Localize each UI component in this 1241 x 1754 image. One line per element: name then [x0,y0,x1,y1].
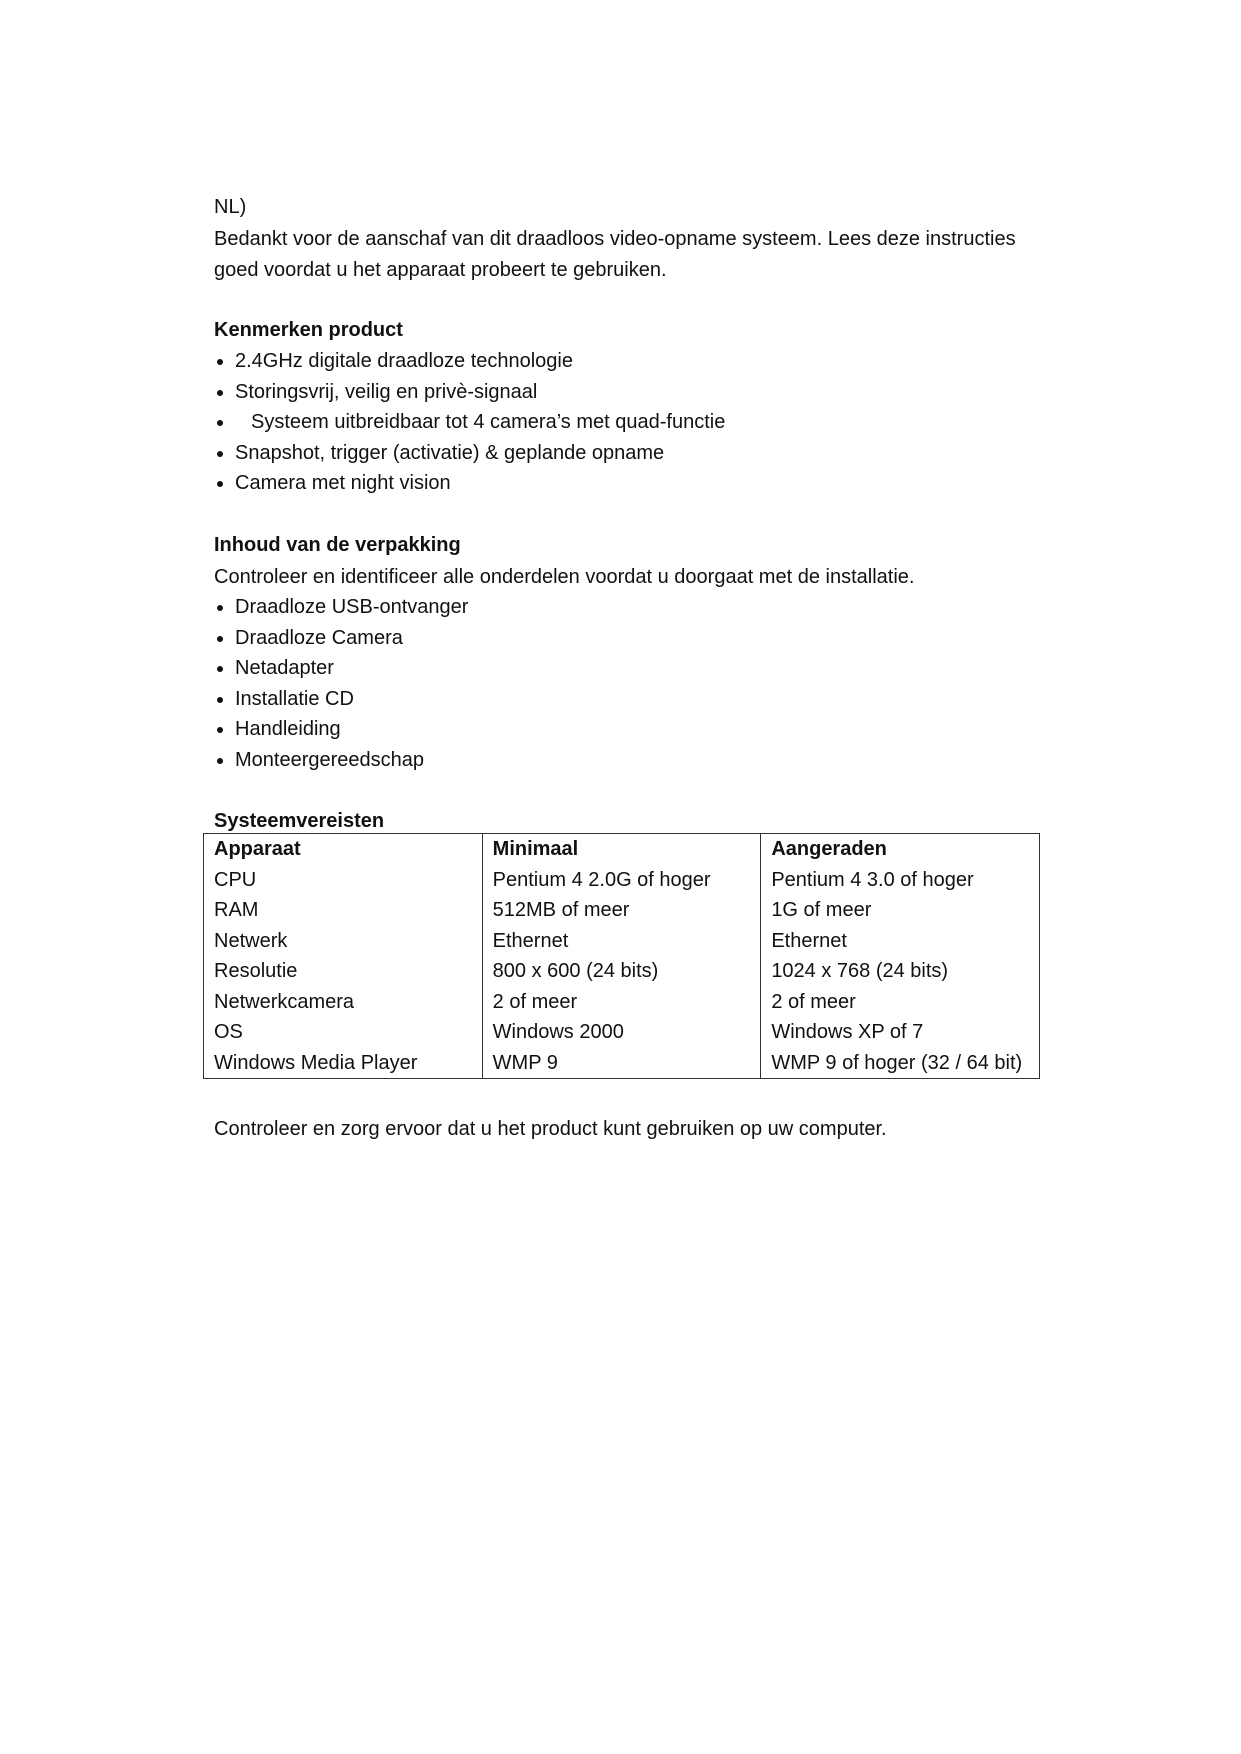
requirements-table [203,833,1040,1079]
features-list [214,349,725,502]
bullet-icon [217,697,223,703]
column-header-apparaat: Apparaat [204,834,483,865]
table-cell: Ethernet [761,926,1040,957]
list-item [214,687,468,718]
list-item [214,410,725,441]
package-list [214,595,468,778]
table-cell: 2 of meer [761,987,1040,1018]
table-row [204,865,1040,896]
table-cell: RAM [204,895,483,926]
table-cell: OS [204,1017,483,1048]
table-cell: Windows Media Player [204,1048,483,1079]
bullet-icon [217,420,223,426]
bullet-icon [217,481,223,487]
list-item [214,595,468,626]
list-item [214,748,468,779]
table-cell: 1024 x 768 (24 bits) [761,956,1040,987]
table-row [204,956,1040,987]
list-item [214,380,725,411]
table-cell: WMP 9 [482,1048,761,1079]
column-header-minimaal: Minimaal [482,834,761,865]
table-row [204,1048,1040,1079]
table-cell: Ethernet [482,926,761,957]
list-item-text: Handleiding [235,718,341,740]
list-item-text: Snapshot, trigger (activatie) & geplande opname [235,441,665,464]
list-item-text: Installatie CD [235,687,354,710]
bullet-icon [217,636,223,642]
table-cell: WMP 9 of hoger (32 / 64 bit) [761,1048,1040,1079]
bullet-icon [217,359,223,365]
bullet-icon [217,758,223,764]
intro-line-1: Bedankt voor de aanschaf van dit draadloos video-opname systeem. Lees deze instructies [214,228,1016,250]
list-item-text: Netadapter [235,657,334,679]
table-cell: Windows XP of 7 [761,1017,1040,1048]
table-cell: Windows 2000 [482,1017,761,1048]
table-cell: 800 x 600 (24 bits) [482,956,761,987]
table-cell: 1G of meer [761,895,1040,926]
bullet-icon [217,390,223,396]
package-intro: Controleer en identificeer alle onderdelen voordat u doorgaat met de installatie. [214,566,915,588]
list-item [214,626,468,657]
intro-line-2: goed voordat u het apparaat probeert te gebruiken. [214,259,667,281]
requirements-heading: Systeemvereisten [214,810,385,832]
list-item-text: 2.4GHz digitale draadloze technologie [235,350,573,372]
bullet-icon [217,727,223,733]
table-cell: CPU [204,865,483,896]
table-cell: Pentium 4 3.0 of hoger [761,865,1040,896]
table-row [204,1017,1040,1048]
list-item [214,471,725,502]
table-row [204,895,1040,926]
table-header-row [204,834,1040,865]
table-row [204,987,1040,1018]
table-cell: Pentium 4 2.0G of hoger [482,865,761,896]
list-item-text: Monteergereedschap [235,748,425,771]
list-item-text: Draadloze Camera [235,626,403,649]
table-row [204,926,1040,957]
table-cell: Netwerkcamera [204,987,483,1018]
list-item [214,441,725,472]
list-item [214,656,468,687]
bullet-icon [217,451,223,457]
bullet-icon [217,666,223,672]
table-cell: 512MB of meer [482,895,761,926]
list-item-text: Draadloze USB-ontvanger [235,596,469,618]
package-heading: Inhoud van de verpakking [214,534,461,556]
table-cell: Resolutie [204,956,483,987]
features-heading: Kenmerken product [214,319,403,341]
bullet-icon [217,605,223,611]
closing-text: Controleer en zorg ervoor dat u het product kunt gebruiken op uw computer. [214,1118,887,1140]
list-item [214,717,468,748]
list-item-text: Systeem uitbreidbaar tot 4 camera’s met quad-functie [251,411,726,433]
list-item-text: Storingsvrij, veilig en privè-signaal [235,380,538,403]
column-header-aangeraden: Aangeraden [761,834,1040,865]
table-cell: 2 of meer [482,987,761,1018]
list-item [214,349,725,380]
table-cell: Netwerk [204,926,483,957]
language-marker: NL) [214,196,247,218]
list-item-text: Camera met night vision [235,472,451,494]
